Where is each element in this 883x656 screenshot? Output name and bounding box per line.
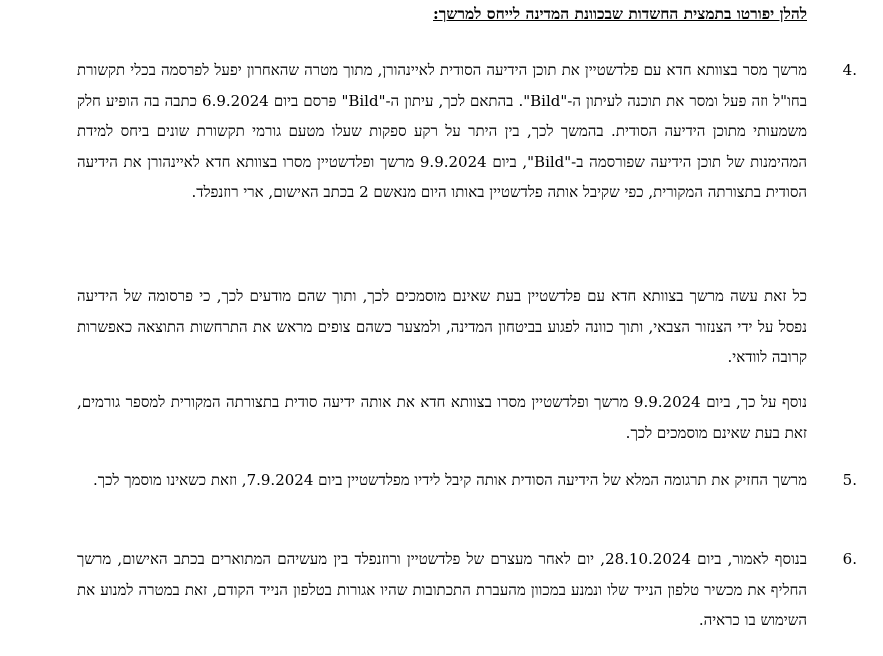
section-heading: להלן יפורטו בתמצית החשדות שבכוונת המדינה לייחס למרשך: bbox=[433, 4, 807, 23]
paragraph-4-addition bbox=[77, 387, 807, 448]
paragraph-text: כל זאת עשה מרשך בצוותא חדא עם פלדשטיין בעת שאינם מוסמכים לכך, ותוך שהם מודעים לכך, כי פרסומה של הידיעה נפסל על ידי הצנזור הצבאי, ותוך כוונה לפגוע בביטחון המדינה, ולמצער כשהם צופים מראש את התרחשות התוצאה כאפשרות קרובה לוודאי. bbox=[77, 287, 807, 366]
paragraph-text: מרשך החזיק את תרגומה המלא של הידיעה הסודית אותה קיבל לידיו מפלדשטיין ביום 7.9.2024, וזאת כשאינו מוסמך לכך. bbox=[92, 471, 807, 489]
paragraph-text: נוסף על כך, ביום 9.9.2024 מרשך ופלדשטיין מסרו בצוותא חדא את אותה ידיעה סודית בתצורתה המקורית למספר גורמים, זאת בעת שאינם מוסמכים לכך. bbox=[77, 393, 808, 442]
paragraph-4-continued bbox=[77, 281, 807, 373]
paragraph-number: .5 bbox=[842, 471, 857, 489]
paragraph-6 bbox=[77, 544, 857, 636]
paragraph-text: מרשך מסר בצוותא חדא עם פלדשטיין את תוכן הידיעה הסודית לאיינהורן, מתוך מטרה שהאחרון יפעל לפרסמה בכלי תקשורת בחו"ל וזה פעל ומסר את תוכנה לעיתון ה-"Bild". בהתאם לכך, עיתון ה-"Bild" פרסם ביום 6.9.2024 כתבה בה הופיע חלק משמעותי מתוכן הידיעה הסודית. בהמשך לכך, בין היתר על רקע ספקות שעלו מטעם גורמי תקשורת שונים ביחס למידת המהימנות של תוכן הידיעה שפורסמה ב-"Bild", ביום 9.9.2024 מרשך ופלדשטיין מסרו בצוותא חדא לאיינהורן את הידיעה הסודית בתצורתה המקורית, כפי שקיבל אותה פלדשטיין באותו היום מנאשם 2 בכתב האישום, ארי רוזנפלד. bbox=[77, 61, 807, 201]
paragraph-number: .4 bbox=[842, 61, 857, 79]
paragraph-number: .6 bbox=[842, 550, 857, 568]
paragraph-text: בנוסף לאמור, ביום 28.10.2024, יום לאחר מעצרם של פלדשטיין ורוזנפלד בין מעשיהם המתוארים בכתב האישום, מרשך החליף את מכשיר טלפון הנייד שלו ונמנע במכוון מהעברת התכתובות שהיו אגורות בטלפון הנייד הקודם, זאת במטרה למנוע את השימוש בו כראיה. bbox=[77, 550, 807, 629]
paragraph-5 bbox=[77, 465, 857, 496]
paragraph-4 bbox=[77, 55, 857, 208]
